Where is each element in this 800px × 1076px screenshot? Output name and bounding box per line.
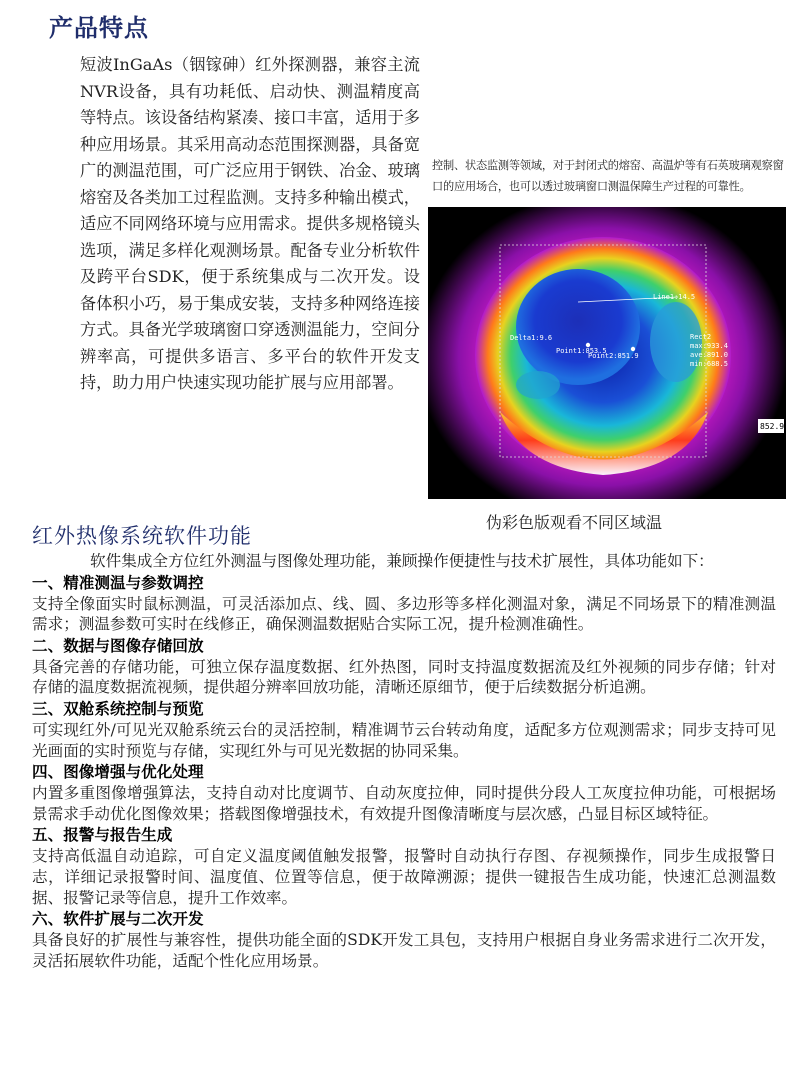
feature-body: 内置多重图像增强算法，支持自动对比度调节、自动灰度拉伸，同时提供分段人工灰度拉伸功能，可根据场景需求手动优化图像效果；搭载图像增强技术，有效提升图像清晰度与层次感，凸显目标区域特征。 bbox=[32, 784, 776, 823]
thermal-image bbox=[428, 207, 786, 499]
photo-caption: 控制、状态监测等领域，对于封闭式的熔窑、高温炉等有石英玻璃观察窗口的应用场合，也可以透过玻璃窗口测温保障生产过程的可靠性。 bbox=[432, 159, 784, 193]
feature-heading: 六、软件扩展与二次开发 bbox=[32, 910, 204, 929]
overlay-ave: ave:891.0 bbox=[690, 351, 728, 359]
overlay-line: Line1:14.5 bbox=[653, 293, 696, 301]
software-intro: 软件集成全方位红外测温与图像处理功能，兼顾操作便捷性与技术扩展性，具体功能如下： bbox=[90, 552, 714, 570]
page-title: 产品特点 bbox=[49, 14, 149, 42]
overlay-scale-value: 852.9 bbox=[760, 422, 785, 431]
overlay-point2: Point2:851.9 bbox=[588, 352, 639, 360]
overlay-point1: Point1:853.5 bbox=[556, 347, 607, 355]
product-intro: 短波InGaAs（铟镓砷）红外探测器，兼容主流NVR设备，具有功耗低、启动快、测温精度高等特点。该设备结构紧凑、接口丰富，适用于多种应用场景。其采用高动态范围探测器，具备宽广的测温范围，可广泛应用于钢铁、冶金、玻璃熔窑及各类加工过程监测。支持多种输出模式，适应不同网络环境与应用需求。提供多规格镜头选项，满足多样化观测场景。配备专业分析软件及跨平台SDK，便于系统集成与二次开发。设备体积小巧，易于集成安装，支持多种网络连接方式。具备光学玻璃窗口穿透测温能力，空间分辨率高，可提供多语言、多平台的软件开发支持，助力用户快速实现功能扩展与应用部署。 bbox=[80, 55, 420, 392]
feature-heading: 一、精准测温与参数调控 bbox=[32, 573, 204, 592]
feature-heading: 五、报警与报告生成 bbox=[32, 826, 173, 845]
software-title: 红外热像系统软件功能 bbox=[32, 524, 252, 548]
overlay-delta: Delta1:9.6 bbox=[510, 334, 553, 342]
feature-body: 可实现红外/可见光双舱系统云台的灵活控制，精准调节云台转动角度，适配多方位观测需求；同步支持可见光画面的实时预览与存储，实现红外与可见光数据的协同采集。 bbox=[32, 720, 776, 760]
feature-body: 具备完善的存储功能，可独立保存温度数据、红外热图，同时支持温度数据流及红外视频的同步存储；针对存储的温度数据流视频，提供超分辨率回放功能，清晰还原细节，便于后续数据分析追溯。 bbox=[32, 657, 776, 697]
overlay-rect-label: Rect2 bbox=[690, 333, 712, 341]
overlay-max: max:933.4 bbox=[690, 342, 728, 350]
feature-heading: 四、图像增强与优化处理 bbox=[32, 763, 204, 782]
feature-heading: 二、数据与图像存储回放 bbox=[32, 636, 204, 655]
feature-body: 支持全像面实时鼠标测温，可灵活添加点、线、圆、多边形等多样化测温对象，满足不同场景下的精准测温需求；测温参数可实时在线修正，确保测温数据贴合实际工况，提升检测准确性。 bbox=[32, 594, 776, 634]
feature-body: 支持高低温自动追踪，可自定义温度阈值触发报警，报警时自动执行存图、存视频操作，同步生成报警日志，详细记录报警时间、温度值、位置等信息，便于故障溯源；提供一键报告生成功能，快速汇总测温数据、报警记录等信息，提升工作效率。 bbox=[32, 847, 776, 907]
software-features bbox=[32, 551, 776, 971]
thermal-caption: 伪彩色版观看不同区域温 bbox=[486, 513, 663, 532]
overlay-min: min:688.5 bbox=[690, 360, 728, 368]
feature-body: 具备良好的扩展性与兼容性，提供功能全面的SDK开发工具包，支持用户根据自身业务需求进行二次开发，灵活拓展软件功能，适配个性化应用场景。 bbox=[32, 931, 776, 970]
feature-heading: 三、双舱系统控制与预览 bbox=[32, 699, 204, 718]
